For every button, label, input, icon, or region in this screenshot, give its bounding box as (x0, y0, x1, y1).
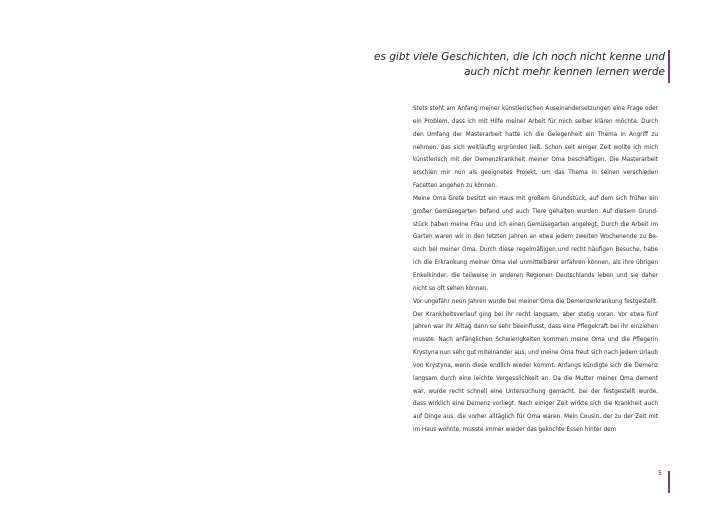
pull-quote-line-1: es gibt viele Geschichten, die ich noch nicht kenne und (373, 51, 665, 63)
pull-quote (365, 50, 665, 80)
paragraph: Vor ungefähr neun Jahren wurde bei meiner Oma die Demenzerkrankung festgestellt. Der Krankheitsverlauf ging bei ihr recht langsam, aber stetig voran. Vor etwa fünf Jahren war ihr Alltag dann so sehr beeinflusst, dass eine Pflegekraft bei ihr einziehen musste. Nach anfänglichen Schwierigkeiten kommen meine Oma und die Pflegerin Krystyna nun sehr gut miteinander aus, und meine Oma freut sich nach jedem Urlaub von Krystyna, wenn diese endlich wieder kommt. Anfangs kündigte sich die Demenz langsam durch eine leichte Vergesslichkeit an. Da die Mutter meiner Oma dement war, wurde recht schnell eine Untersuchung gemacht, bei der festgestellt wurde, dass wirklich eine Demenz vorliegt. Nach einiger Zeit wirkte sich die Krankheit auch auf Dinge aus, die vorher alltäglich für Oma waren. Mein Cousin, der zu der Zeit mit im Haus wohnte, musste immer wieder das gekochte Essen hinter dem (413, 298, 658, 434)
pull-quote-line-2: auch nicht mehr kennen lernen werde (464, 66, 665, 78)
paragraph: Stets steht am Anfang meiner künstlerischen Auseinandersetzungen eine Frage oder ein Problem, dass ich mit Hilfe meiner Arbeit für mich selber klären möchte. Durch den Umfang der Masterarbeit hatte ich die Gelegenheit ein Thema in Angriff zu nehmen, das sich weitläufig ergründen ließ. Schon seit einiger Zeit wollte ich mich künstlerisch mit der Demenzkrankheit meiner Oma beschäftigen. Die Masterarbeit erschien mir nun als geeignetes Projekt, um das Thema in seinen verschieden Facetten angehen zu können. (413, 106, 658, 190)
page-number-accent-bar (668, 471, 670, 493)
quote-accent-bar (668, 50, 670, 83)
body-text (413, 103, 658, 437)
paragraph: Meine Oma Grete besitzt ein Haus mit großem Grundstück, auf dem sich früher ein großer Gemüsegarten befand und auch Tiere gehalten wurden. Auf diesem Grundstück haben meine Frau und ich einen Gemüsegarten angelegt. Durch die Arbeit im Garten waren wir in den letzten Jahren an etwa jedem zweiten Wochenende zu Besuch bei meiner Oma. Durch diese regelmäßigen und recht häufigen Besuche, habe ich die Erkrankung meiner Oma viel unmittelbarer erfahren können, als ihre übrigen Enkelkinder, die teilweise in anderen Regionen Deutschlands leben und sie daher nicht so oft sehen können. (413, 195, 658, 292)
page-number: 5 (658, 470, 662, 477)
